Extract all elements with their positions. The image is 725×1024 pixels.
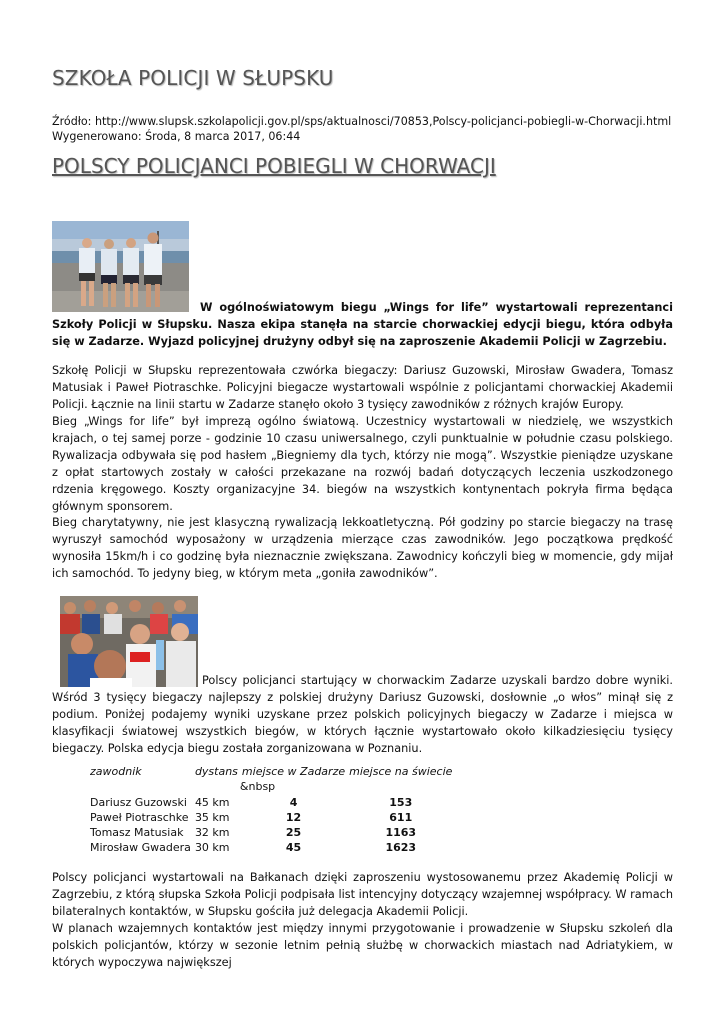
paragraph-4b-text: W planach wzajemnych kontaktów jest między innymi przygotowanie i prowadzenie w Słupsku szkoleń dla polskich policjantów, którzy w sezonie letnim pełnią służbę w chorwackich miastach nad Adriatykiem, w których wypoczywa największej <box>52 922 673 969</box>
document-meta <box>52 114 671 144</box>
runner-place-world: 611 <box>389 810 413 824</box>
article-title: POLSCY POLICJANCI POBIEGLI W CHORWACJI <box>52 154 496 178</box>
paragraph-1b-text: Bieg „Wings for life” był imprezą ogólno światową. Uczestnicy wystartowali w niedzielę, we wszystkich krajach, o tej samej porze - godzinie 10 czasu uniwersalnego, czyli punktualnie w południe czasu polskiego. Rywalizacja odbywała się pod hasłem „Biegniemy dla tych, którzy nie mogą”. Wszystkie pieniądze uzyskane z opłat startowych zostały w całości przekazane na rozwój badań dotyczących leczenia uszkodzonego rdzenia kręgowego. Koszty organizacyjne 34. biegów na wszystkich kontynentach pokryła firma będąca głównym sponsorem. <box>52 415 673 513</box>
runner-name: Dariusz Guzowski <box>90 795 187 809</box>
runner-name: Tomasz Matusiak <box>90 826 184 840</box>
runner-distance: 32 km <box>194 826 230 840</box>
results-nbsp-row <box>88 780 454 795</box>
source-line: Źródło: http://www.slupsk.szkolapolicji.gov.pl/sps/aktualnosci/70853,Polscy-policjanci-pobiegli-w-Chorwacji.html <box>52 115 672 128</box>
runner-distance: 35 km <box>194 810 230 824</box>
site-title: SZKOŁA POLICJI W SŁUPSKU <box>52 66 334 90</box>
nbsp-note: &nbsp <box>239 780 276 794</box>
article-lead <box>52 299 673 350</box>
paragraph-1-text: Szkołę Policji w Słupsku reprezentowała czwórka biegaczy: Dariusz Guzowski, Mirosław Gwadera, Tomasz Matusiak i Paweł Piotraschke. Policyjni biegacze wystartowali wspólnie z policjantami chorwackiej Akademii Policji. Łącznie na linii startu w Zadarze stanęło około 3 tysięcy zawodników z różnych krajów Europy. <box>52 364 673 411</box>
table-row <box>88 841 454 856</box>
article-paragraph-1 <box>52 362 673 515</box>
runner-place-world: 1623 <box>385 841 417 855</box>
runner-place-world: 153 <box>389 795 413 809</box>
col-header-place-zadar: miejsce w Zadarze <box>241 765 346 778</box>
runner-name: Mirosław Gwadera <box>90 841 191 855</box>
results-header-row <box>88 765 454 780</box>
article-paragraph-4 <box>52 869 673 971</box>
table-row <box>88 796 454 811</box>
runner-place-zadar: 25 <box>285 826 302 840</box>
paragraph-4-text: Polscy policjanci wystartowali na Bałkanach dzięki zaproszeniu wystosowanemu przez Akademię Policji w Zagrzebiu, z którą słupska Szkoła Policji podpisała list intencyjny dotyczący wzajemnej współpracy. W ramach bilateralnych kontaktów, w Słupsku gościła już delegacja Akademii Policji. <box>52 871 673 918</box>
generated-line: Wygenerowano: Środa, 8 marca 2017, 06:44 <box>52 130 301 143</box>
article-paragraph-3 <box>52 672 673 757</box>
runner-distance: 45 km <box>194 795 230 809</box>
runner-distance: 30 km <box>194 841 230 855</box>
runner-place-zadar: 45 <box>285 841 302 855</box>
runner-place-zadar: 4 <box>289 795 298 809</box>
runner-name: Paweł Piotraschke <box>90 810 189 824</box>
table-row <box>88 811 454 826</box>
results-table <box>88 765 454 857</box>
paragraph-3-text: Polscy policjanci startujący w chorwackim Zadarze uzyskali bardzo dobre wyniki. Wśród 3 tysięcy biegaczy najlepszy z polskiej drużyny Dariusz Guzowski, dosłownie „o włos” minął się z podium. Poniżej podajemy wyniki uzyskane przez polskich policyjnych biegaczy w Zadarze i miejsca w klasyfikacji światowej wszystkich biegów, w których łącznie wystartowało około kilkadziesięciu tysięcy biegaczy. Polska edycja biegu została zorganizowana w Poznaniu. <box>52 674 673 755</box>
runner-place-world: 1163 <box>385 826 417 840</box>
col-header-distance: dystans <box>194 765 238 778</box>
table-row <box>88 826 454 841</box>
runner-place-zadar: 12 <box>285 810 302 824</box>
col-header-place-world: miejsce na świecie <box>349 765 453 778</box>
article-paragraph-2: Bieg charytatywny, nie jest klasyczną rywalizacją lekkoatletyczną. Pół godziny po starcie biegaczy na trasę wyruszył samochód wyposażony w urządzenia mierzące czas zawodników. Jego początkowa prędkość wynosiła 15km/h i co godzinę była nieznacznie zwiększana. Zawodnicy kończyli bieg w momencie, gdy mijał ich samochód. To jedyny bieg, w którym meta „goniła zawodników”. <box>52 516 673 580</box>
article-lead-text: W ogólnoświatowym biegu „Wings for life” wystartowali reprezentanci Szkoły Policji w Słupsku. Nasza ekipa stanęła na starcie chorwackiej edycji biegu, która odbyła się w Zadarze. Wyjazd policyjnej drużyny odbył się na zaproszenie Akademii Policji w Zagrzebiu. <box>52 301 673 348</box>
col-header-runner: zawodnik <box>90 765 142 778</box>
